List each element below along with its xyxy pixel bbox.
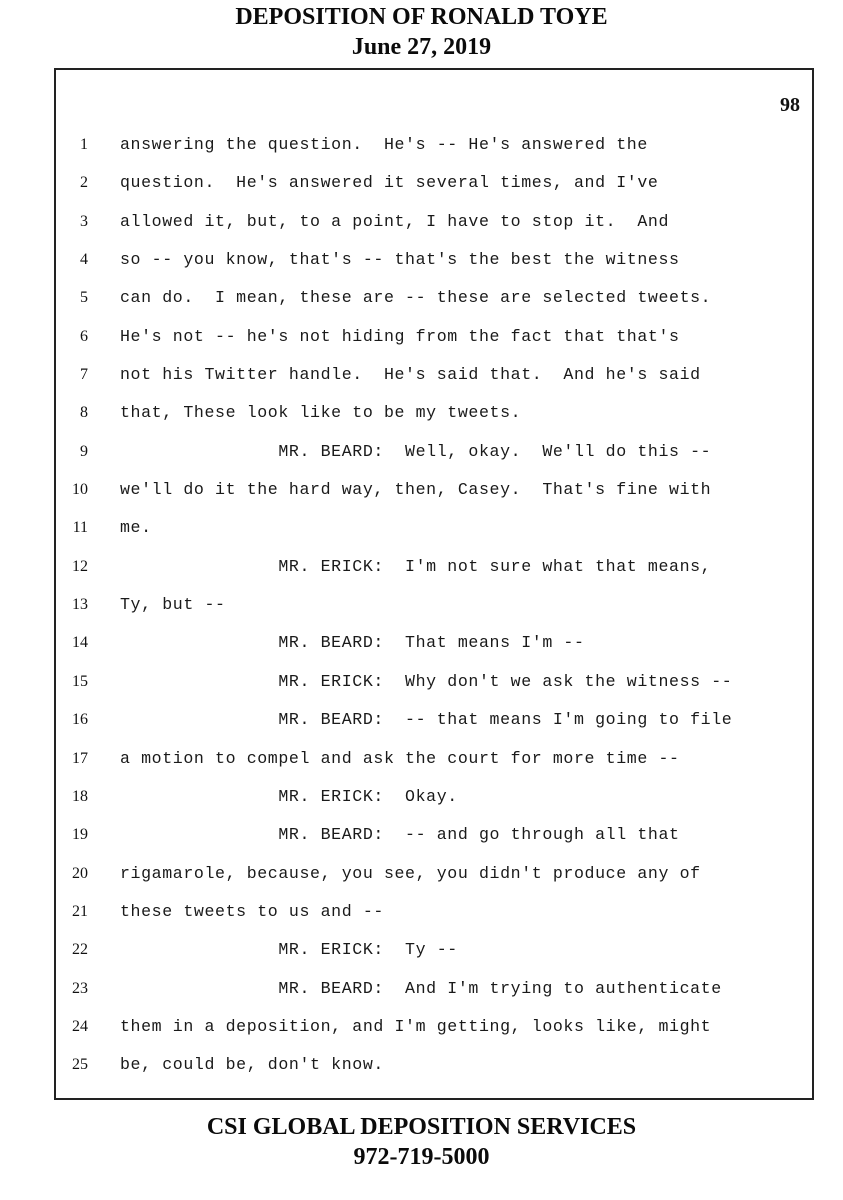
transcript-line: [56, 433, 812, 471]
line-number: 20: [72, 864, 88, 882]
line-number: 8: [80, 404, 88, 422]
line-number: 15: [72, 672, 88, 690]
transcript-line: [56, 855, 812, 893]
transcript-line: [56, 663, 812, 701]
line-number: 12: [72, 557, 88, 575]
line-number: 4: [80, 251, 88, 269]
line-number: 17: [72, 749, 88, 767]
line-text: a motion to compel and ask the court for more time --: [120, 748, 680, 768]
line-number: 22: [72, 941, 88, 959]
transcript-line: [56, 701, 812, 739]
transcript-line: [56, 471, 812, 509]
deposition-title: DEPOSITION OF RONALD TOYE: [235, 4, 608, 30]
line-text: MR. ERICK: Okay.: [120, 786, 458, 806]
document-footer: [0, 1112, 843, 1172]
line-text: we'll do it the hard way, then, Casey. That's fine with: [120, 480, 712, 500]
transcript-line: [56, 394, 812, 432]
line-text: MR. BEARD: Well, okay. We'll do this --: [120, 441, 712, 461]
document-header: [0, 2, 843, 62]
line-text: He's not -- he's not hiding from the fact that that's: [120, 326, 680, 346]
transcript-line: [56, 318, 812, 356]
transcript-line: [56, 586, 812, 624]
line-text: can do. I mean, these are -- these are selected tweets.: [120, 288, 712, 308]
line-number: 11: [72, 519, 88, 537]
line-text: MR. BEARD: That means I'm --: [120, 633, 585, 653]
transcript-page: [54, 68, 814, 1100]
transcript-line: [56, 203, 812, 241]
company-phone: 972-719-5000: [353, 1144, 490, 1170]
transcript-line: [56, 624, 812, 662]
transcript-line: [56, 548, 812, 586]
line-number: 18: [72, 787, 88, 805]
transcript-line: [56, 1008, 812, 1046]
line-text: Ty, but --: [120, 595, 226, 615]
line-number: 1: [80, 136, 88, 153]
line-text: question. He's answered it several times, and I've: [120, 173, 659, 193]
line-text: be, could be, don't know.: [120, 1055, 384, 1075]
line-text: so -- you know, that's -- that's the best the witness: [120, 250, 680, 270]
transcript-line: [56, 778, 812, 816]
transcript-line: [56, 931, 812, 969]
line-text: MR. BEARD: -- that means I'm going to file: [120, 710, 733, 730]
line-text: them in a deposition, and I'm getting, looks like, might: [120, 1016, 712, 1036]
line-text: answering the question. He's -- He's answered the: [120, 135, 648, 154]
line-number: 5: [80, 289, 88, 307]
line-number: 16: [72, 711, 88, 729]
line-number: 14: [72, 634, 88, 652]
line-text: allowed it, but, to a point, I have to stop it. And: [120, 211, 670, 231]
transcript-line: [56, 816, 812, 854]
transcript-line: [56, 893, 812, 931]
line-text: not his Twitter handle. He's said that. And he's said: [120, 365, 701, 385]
transcript-line: [56, 126, 812, 164]
line-text: MR. ERICK: Why don't we ask the witness --: [120, 671, 733, 691]
transcript-line: [56, 740, 812, 778]
transcript-line: [56, 164, 812, 202]
line-text: these tweets to us and --: [120, 901, 384, 921]
line-text: MR. ERICK: I'm not sure what that means,: [120, 556, 712, 576]
line-number: 24: [72, 1017, 88, 1035]
line-number: 13: [72, 596, 88, 614]
page-number: 98: [780, 94, 800, 116]
line-number: 2: [80, 174, 88, 192]
company-name: CSI GLOBAL DEPOSITION SERVICES: [206, 1114, 637, 1140]
line-text: MR. BEARD: -- and go through all that: [120, 825, 680, 845]
line-number: 7: [80, 366, 88, 384]
line-text: MR. ERICK: Ty --: [120, 940, 458, 960]
line-text: MR. BEARD: And I'm trying to authenticate: [120, 978, 722, 998]
line-number: 10: [72, 481, 88, 499]
deposition-date: June 27, 2019: [351, 34, 492, 60]
line-number: 23: [72, 979, 88, 997]
line-text: that, These look like to be my tweets.: [120, 403, 522, 423]
line-text: me.: [120, 518, 152, 538]
transcript-lines: [56, 126, 812, 1085]
transcript-line: [56, 1046, 812, 1084]
line-number: 6: [80, 327, 88, 345]
transcript-line: [56, 241, 812, 279]
line-number: 21: [72, 902, 88, 920]
line-text: rigamarole, because, you see, you didn't produce any of: [120, 863, 701, 883]
line-number: 9: [80, 442, 88, 460]
line-number: 25: [72, 1056, 88, 1074]
transcript-line: [56, 356, 812, 394]
transcript-line: [56, 970, 812, 1008]
line-number: 3: [80, 212, 88, 230]
transcript-line: [56, 509, 812, 547]
line-number: 19: [72, 826, 88, 844]
transcript-line: [56, 279, 812, 317]
